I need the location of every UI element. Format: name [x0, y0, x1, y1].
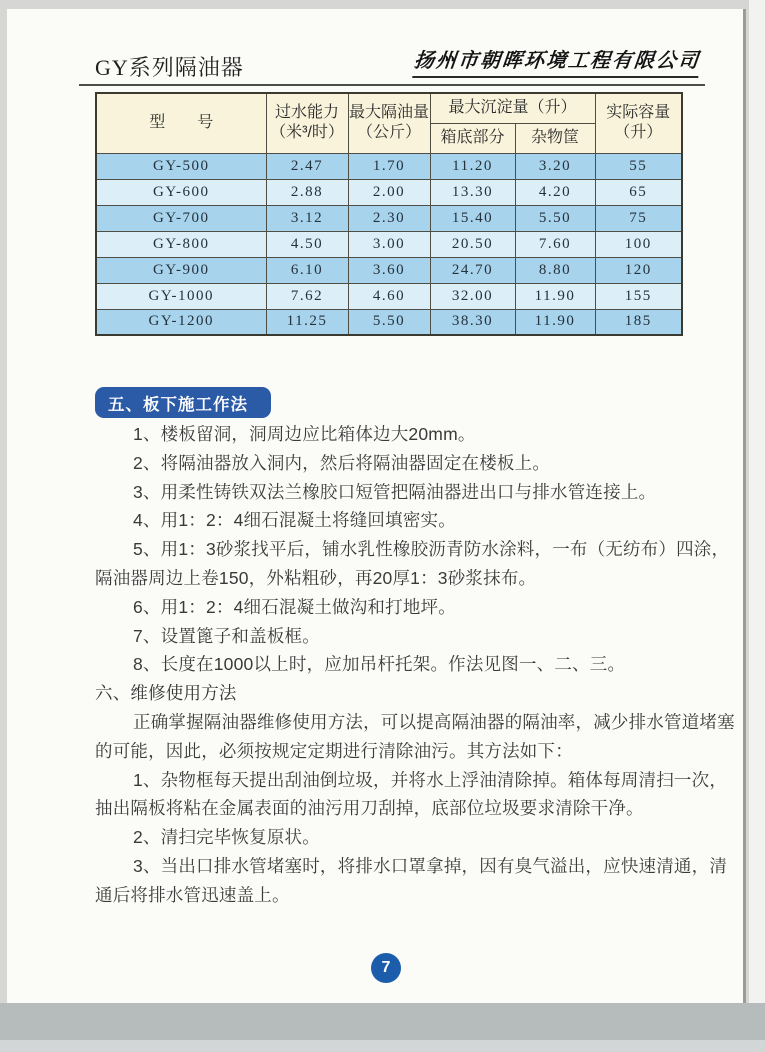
col-header-max-oil: 最大隔油量 （公斤）	[348, 93, 430, 153]
table-row: GY-500 2.47 1.70 11.20 3.20 55	[96, 153, 682, 179]
instruction-line: 5、用1：3砂浆找平后，铺水乳性橡胶沥青防水涂料，一布（无纺布）四涂，	[133, 539, 730, 560]
instruction-line: 8、长度在1000以上时，应加吊杆托架。作法见图一、二、三。	[133, 654, 626, 675]
table-row: GY-600 2.88 2.00 13.30 4.20 65	[96, 179, 682, 205]
instruction-line: 7、设置篦子和盖板框。	[133, 625, 320, 646]
col-header-sediment-group: 最大沉淀量（升）	[430, 93, 595, 123]
col-header-capacity: 过水能力 （米³/时）	[266, 93, 348, 153]
body-text	[95, 420, 735, 910]
section-six-title: 六、维修使用方法	[95, 683, 237, 704]
spec-table	[95, 92, 683, 336]
table-row: GY-1200 11.25 5.50 38.30 11.90 185	[96, 309, 682, 335]
page-number: 7	[381, 959, 391, 976]
section-five-heading: 五、板下施工作法	[108, 395, 248, 414]
instruction-line: 2、清扫完毕恢复原状。	[133, 827, 320, 848]
table-row: GY-800 4.50 3.00 20.50 7.60 100	[96, 231, 682, 257]
col-header-debris-basket: 杂物筐	[515, 123, 595, 153]
table-row: GY-1000 7.62 4.60 32.00 11.90 155	[96, 283, 682, 309]
instruction-line-continuation: 隔油器周边上卷150，外粘粗砂，再20厚1：3砂浆抹布。	[95, 567, 537, 588]
instruction-line-continuation: 通后将排水管迅速盖上。	[95, 884, 290, 905]
company-name: 扬州市朝晖环境工程有限公司	[412, 44, 702, 78]
instruction-line: 3、用柔性铸铁双法兰橡胶口短管把隔油器进出口与排水管连接上。	[133, 481, 657, 502]
table-row: GY-900 6.10 3.60 24.70 8.80 120	[96, 257, 682, 283]
instruction-line: 1、楼板留洞，洞周边应比箱体边大20mm。	[133, 424, 476, 444]
section-five-heading-badge	[95, 387, 271, 418]
col-header-model: 型 号	[96, 93, 266, 153]
paragraph-line-continuation: 的可能，因此，必须按规定定期进行清除油污。其方法如下：	[95, 740, 573, 761]
instruction-line: 4、用1：2：4细石混凝土将缝回填密实。	[133, 510, 456, 531]
table-row: GY-700 3.12 2.30 15.40 5.50 75	[96, 205, 682, 231]
page-number-badge	[371, 953, 401, 983]
document-title: GY系列隔油器	[95, 55, 244, 80]
col-header-actual-volume: 实际容量 （升）	[595, 93, 682, 153]
instruction-line: 2、将隔油器放入洞内，然后将隔油器固定在楼板上。	[133, 452, 551, 473]
instruction-line: 6、用1：2：4细石混凝土做沟和打地坪。	[133, 596, 456, 617]
paragraph-line: 正确掌握隔油器维修使用方法，可以提高隔油器的隔油率，减少排水管道堵塞	[133, 711, 735, 732]
scan-right-edge	[749, 0, 765, 1003]
instruction-line: 3、当出口排水管堵塞时，将排水口罩拿掉，因有臭气溢出，应快速清通，清	[133, 855, 728, 876]
scan-bottom-edge	[0, 1040, 765, 1052]
header-rule	[79, 84, 705, 86]
instruction-line: 1、杂物框每天提出刮油倒垃圾，并将水上浮油清除掉。箱体每周清扫一次，	[133, 769, 728, 790]
scan-bottom-shadow	[0, 1003, 765, 1040]
col-header-tank-bottom: 箱底部分	[430, 123, 515, 153]
instruction-line-continuation: 抽出隔板将粘在金属表面的油污用刀刮掉，底部位垃圾要求清除干净。	[95, 798, 644, 819]
